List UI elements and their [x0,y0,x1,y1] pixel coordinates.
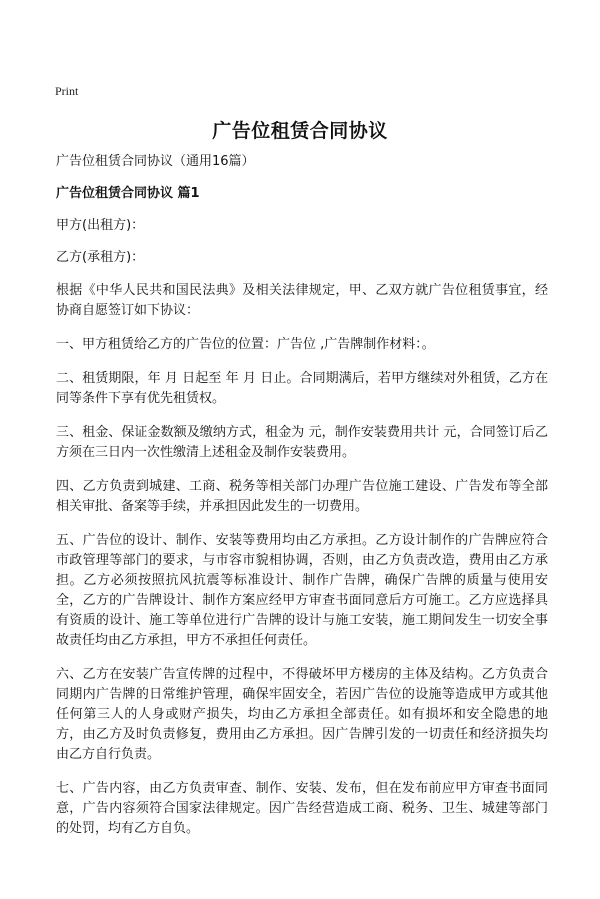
party-a-line: 甲方(出租方)： [56,218,145,233]
paragraph-clause-5: 五、广告位的设计、制作、安装等费用均由乙方承担。乙方设计制作的广告牌应符合市政管理等部门的要求，与市容市貌相协调，否则，由乙方负责改造，费用由乙方承担。乙方必须按照抗风抗震等标准设计、制作广告牌，确保广告牌的质量与使用安全，乙方的广告牌设计、制作方案应经甲方审查书面同意后方可施工。乙方应选择具有资质的设计、施工等单位进行广告牌的设计与施工安装，施工期间发生一切安全事故责任均由乙方承担，甲方不承担任何责任。 [56,533,548,648]
paragraph-clause-3: 三、租金、保证金数额及缴纳方式，租金为 元，制作安装费用共计 元，合同签订后乙方须在三日内一次性缴清上述租金及制作安装费用。 [56,425,548,460]
party-b-line: 乙方(承租方)： [56,250,145,265]
paragraph-clause-1: 一、甲方租赁给乙方的广告位的位置：广告位 ,广告牌制作材料：。 [56,337,435,352]
paragraph-clause-2: 二、租赁期限，年 月 日起至 年 月 日止。合同期满后，若甲方继续对外租赁，乙方在同等条件下享有优先租赁权。 [56,371,548,406]
print-label[interactable]: Print [55,84,79,98]
document-title: 广告位租赁合同协议 [212,120,388,142]
document-subtitle: 广告位租赁合同协议（通用16篇） [56,154,255,169]
paragraph-clause-4: 四、乙方负责到城建、工商、税务等相关部门办理广告位施工建设、广告发布等全部相关审批、备案等手续，并承担因此发生的一切费用。 [56,479,548,514]
document-body [56,153,548,853]
paragraph-clause-7: 七、广告内容，由乙方负责审查、制作、安装、发布，但在发布前应甲方审查书面同意，广告内容须符合国家法律规定。因广告经营造成工商、税务、卫生、城建等部门的处罚，均有乙方自负。 [56,781,548,836]
paragraph-clause-6: 六、乙方在安装广告宣传牌的过程中，不得破坏甲方楼房的主体及结构。乙方负责合同期内广告牌的日常维护管理，确保牢固安全，若因广告位的设施等造成甲方或其他任何第三人的人身或财产损失，均由乙方承担全部责任。如有损坏和安全隐患的地方，由乙方及时负责修复，费用由乙方承担。因广告牌引发的一切责任和经济损失均由乙方自行负责。 [56,667,548,762]
paragraph-preamble: 根据《中华人民共和国民法典》及相关法律规定，甲、乙双方就广告位租赁事宜，经协商自愿签订如下协议： [56,283,548,318]
section-heading: 广告位租赁合同协议 篇1 [56,186,200,201]
